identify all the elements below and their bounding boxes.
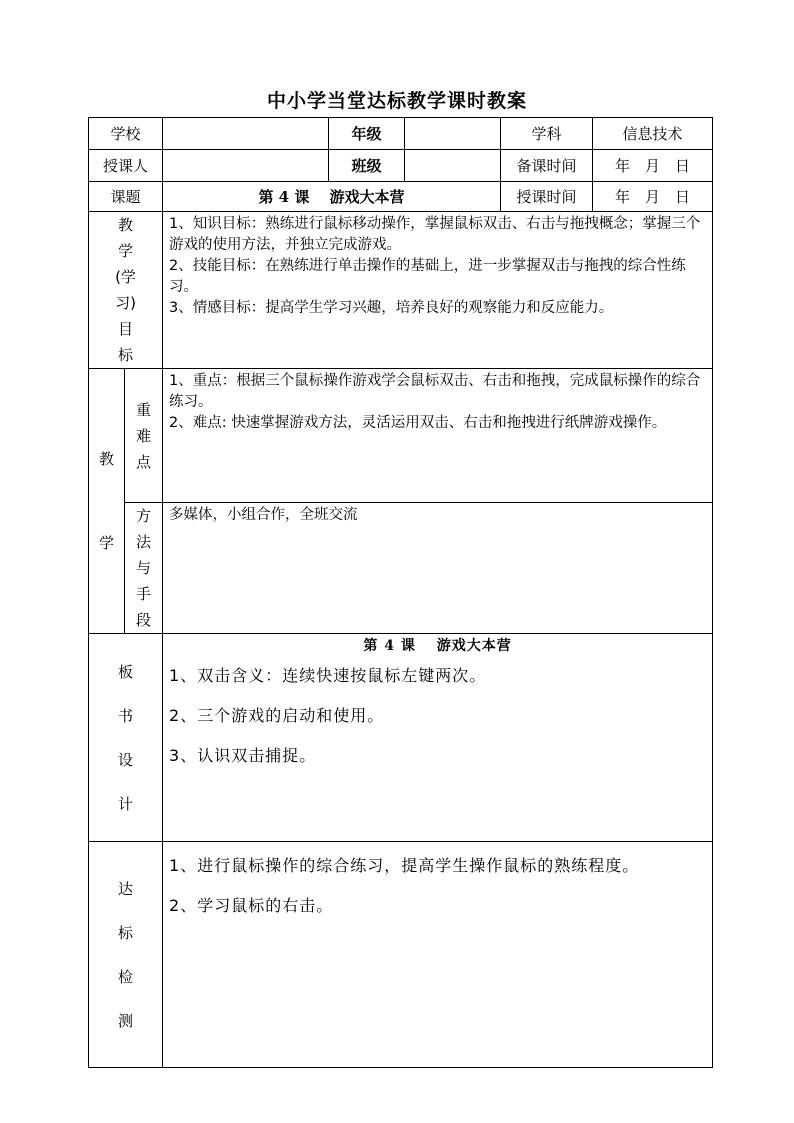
page-title: 中小学当堂达标教学课时教案 xyxy=(266,90,527,112)
board-label-char: 书 xyxy=(118,706,134,725)
grade-label: 年级 xyxy=(329,118,405,150)
class-field[interactable] xyxy=(405,150,501,182)
objective-line: 1、知识目标：熟练进行鼠标移动操作，掌握鼠标双击、右击与拖拽概念；掌握三个游戏的使用方法，并独立完成游戏。 xyxy=(169,216,701,253)
objectives-label-char: 教 xyxy=(118,216,134,234)
objective-line: 2、技能目标：在熟练进行单击操作的基础上，进一步掌握双击与拖拽的综合性练习。 xyxy=(169,258,686,295)
header-row-3 xyxy=(89,182,713,212)
header-row-2 xyxy=(89,150,713,182)
board-label-char: 板 xyxy=(118,662,134,681)
objectives-label-char: 习) xyxy=(115,294,136,312)
board-heading: 第 4 课 游戏大本营 xyxy=(363,638,512,654)
key-point-line: 1、重点：根据三个鼠标操作游戏学会鼠标双击、右击和拖拽，完成鼠标操作的综合练习。 xyxy=(169,373,701,410)
prep-time-field[interactable]: 年 月 日 xyxy=(593,150,713,182)
topic-label: 课题 xyxy=(89,182,163,212)
methods-label-char: 手 xyxy=(136,585,152,603)
teaching-outer-label xyxy=(89,369,125,634)
prep-time-label: 备课时间 xyxy=(501,150,593,182)
methods-label-char: 段 xyxy=(136,611,152,629)
teaching-outer-spacer xyxy=(89,481,124,521)
assessment-label-char: 标 xyxy=(118,923,134,942)
methods-label xyxy=(125,503,163,634)
methods-label-char: 法 xyxy=(136,533,152,551)
methods-label-char: 方 xyxy=(136,507,152,525)
board-line: 3、认识双击捕捉。 xyxy=(169,746,317,765)
objectives-row xyxy=(89,212,713,369)
objectives-label-char: (学 xyxy=(115,268,136,286)
key-points-label-char: 难 xyxy=(136,426,152,445)
objectives-label xyxy=(89,212,163,369)
grade-field[interactable] xyxy=(405,118,501,150)
assessment-row xyxy=(89,842,713,1068)
assessment-label xyxy=(89,842,163,1068)
lesson-plan-table xyxy=(88,117,713,1068)
board-content[interactable] xyxy=(163,634,713,842)
teacher-label: 授课人 xyxy=(89,150,163,182)
board-label xyxy=(89,634,163,842)
assessment-label-char: 测 xyxy=(118,1011,134,1030)
objectives-label-char: 学 xyxy=(118,242,134,260)
assessment-line: 2、学习鼠标的右击。 xyxy=(169,896,334,915)
teach-time-label: 授课时间 xyxy=(501,182,593,212)
objectives-label-char: 目 xyxy=(118,320,134,338)
school-label: 学校 xyxy=(89,118,163,150)
teach-time-field[interactable]: 年 月 日 xyxy=(593,182,713,212)
subject-label: 学科 xyxy=(501,118,593,150)
methods-content[interactable] xyxy=(163,503,713,634)
key-points-label xyxy=(125,369,163,503)
assessment-line: 1、进行鼠标操作的综合练习，提高学生操作鼠标的熟练程度。 xyxy=(169,856,640,875)
objectives-content[interactable] xyxy=(163,212,713,369)
objective-line: 3、情感目标：提高学生学习兴趣，培养良好的观察能力和反应能力。 xyxy=(169,300,614,316)
class-label: 班级 xyxy=(329,150,405,182)
topic-field[interactable]: 第 4 课 游戏大本营 xyxy=(163,182,501,212)
board-line: 2、三个游戏的启动和使用。 xyxy=(169,706,385,725)
assessment-label-char: 检 xyxy=(118,967,134,986)
methods-text: 多媒体，小组合作，全班交流 xyxy=(169,507,358,523)
key-points-label-char: 重 xyxy=(136,400,152,419)
methods-row xyxy=(89,503,713,634)
objectives-label-char: 标 xyxy=(118,346,134,364)
board-label-char: 设 xyxy=(118,750,134,769)
key-points-label-char: 点 xyxy=(136,452,152,471)
teaching-outer-char: 教 xyxy=(98,450,114,468)
assessment-content[interactable] xyxy=(163,842,713,1068)
methods-label-char: 与 xyxy=(136,559,152,577)
board-row xyxy=(89,634,713,842)
key-points-row xyxy=(89,369,713,503)
teaching-outer-char: 学 xyxy=(98,534,114,552)
teacher-field[interactable] xyxy=(163,150,329,182)
board-line: 1、双击含义：连续快速按鼠标左键两次。 xyxy=(169,666,487,685)
assessment-label-char: 达 xyxy=(118,879,134,898)
key-points-content[interactable] xyxy=(163,369,713,503)
key-point-line: 2、难点: 快速掌握游戏方法，灵活运用双击、右击和拖拽进行纸牌游戏操作。 xyxy=(169,415,667,431)
header-row-1 xyxy=(89,118,713,150)
school-field[interactable] xyxy=(163,118,329,150)
subject-field[interactable]: 信息技术 xyxy=(593,118,713,150)
board-label-char: 计 xyxy=(118,794,134,813)
